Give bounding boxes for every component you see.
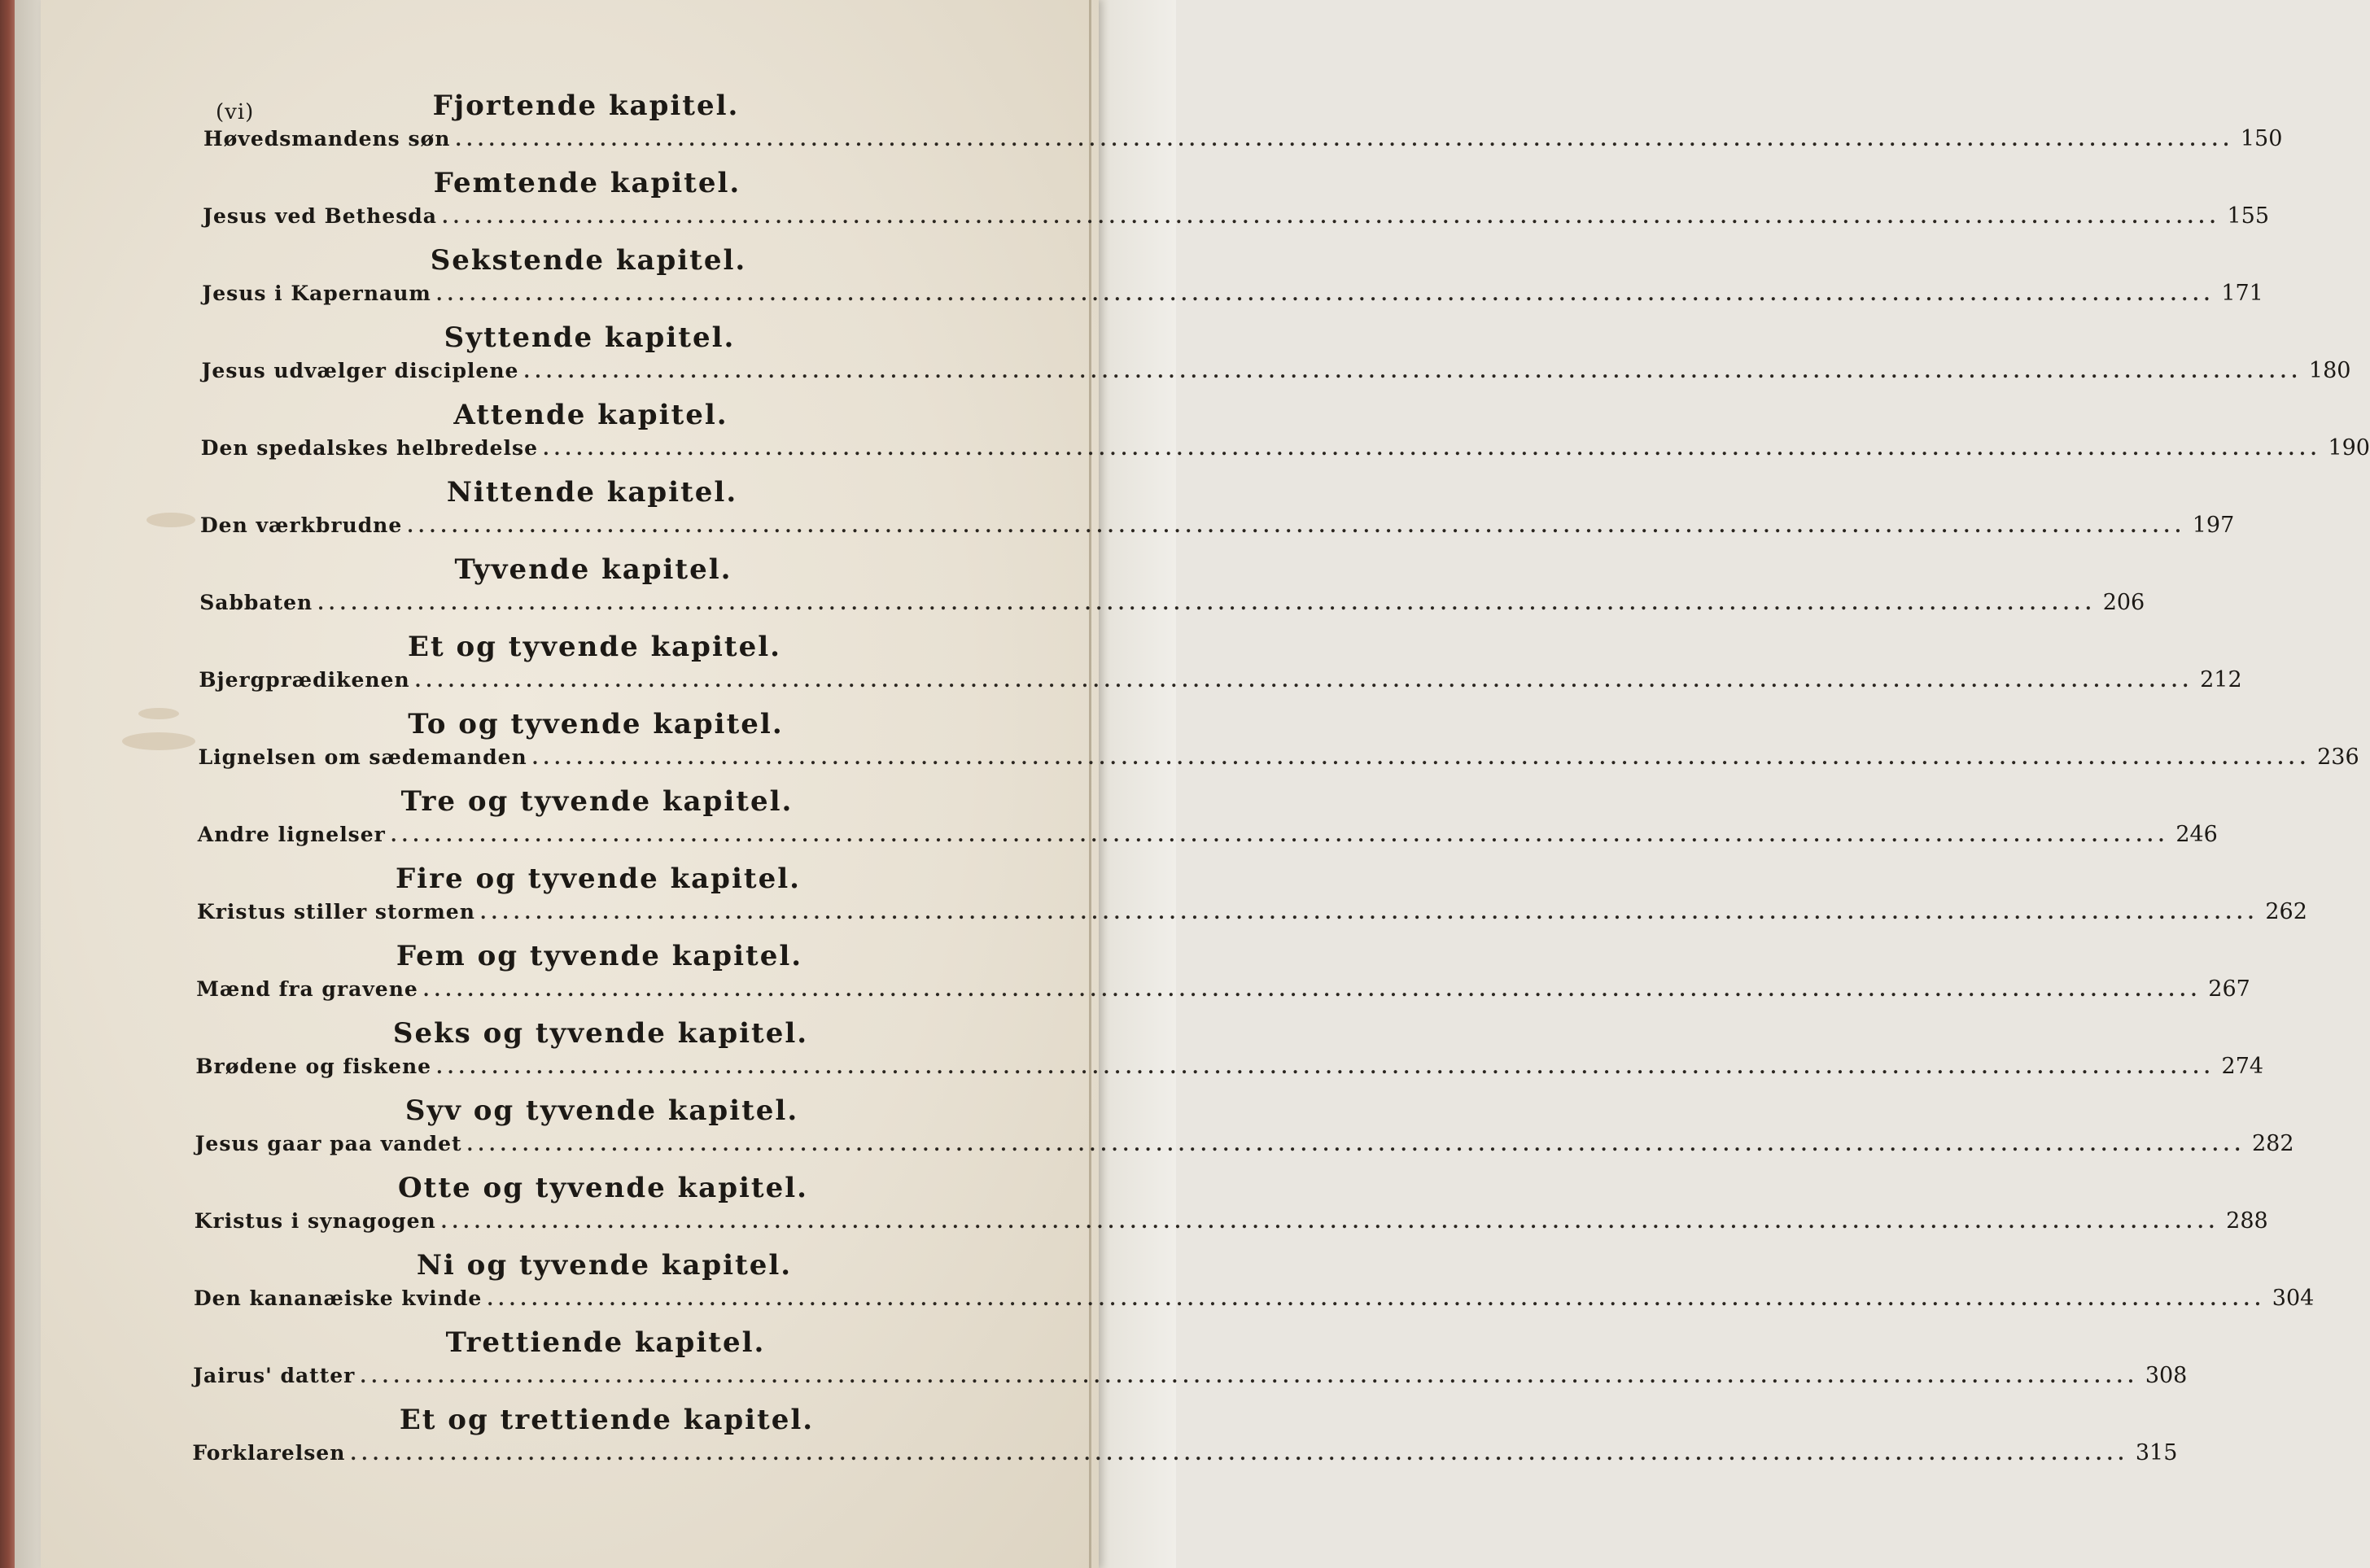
entry-title: Andre lignelser: [197, 823, 386, 846]
toc-entry: [199, 667, 2242, 692]
toc-entry: [201, 358, 2351, 383]
chapter-heading: Syttende kapitel.: [444, 321, 736, 354]
chapter-heading: Et og tyvende kapitel.: [408, 631, 781, 663]
chapter-heading: Sekstende kapitel.: [430, 244, 747, 277]
dot-leader: ................................................................................................................................................................: [390, 825, 2170, 846]
toc-entry: [196, 976, 2250, 1002]
toc-entry: [195, 1131, 2294, 1156]
entry-title: Brødene og fiskene: [195, 1055, 432, 1078]
dot-leader: ................................................................................................................................................................: [455, 129, 2234, 151]
entry-title: Jesus i Kapernaum: [202, 282, 431, 305]
toc-entry: [194, 1208, 2268, 1234]
dot-leader: ................................................................................................................................................................: [440, 1212, 2220, 1233]
chapter-heading: Otte og tyvende kapitel.: [398, 1172, 808, 1204]
entry-page-number: 246: [2175, 822, 2218, 847]
dot-leader: ................................................................................................................................................................: [487, 1289, 2266, 1310]
entry-title: Kristus stiller stormen: [197, 900, 475, 924]
entry-page-number: 180: [2308, 358, 2351, 383]
entry-page-number: 212: [2200, 667, 2242, 692]
chapter-heading: To og tyvende kapitel.: [408, 708, 784, 740]
entry-page-number: 315: [2135, 1440, 2178, 1465]
toc-entry: [199, 590, 2145, 615]
toc-entry: [202, 281, 2263, 306]
dot-leader: ................................................................................................................................................................: [436, 1057, 2215, 1078]
chapter-heading: Femtende kapitel.: [433, 167, 741, 199]
entry-page-number: 267: [2208, 976, 2250, 1002]
chapter-heading: Tyvende kapitel.: [454, 553, 732, 586]
entry-title: Den spedalskes helbredelse: [200, 436, 538, 460]
dot-leader: ................................................................................................................................................................: [360, 1366, 2139, 1387]
entry-title: Lignelsen om sædemanden: [198, 745, 527, 769]
toc-entry: [197, 822, 2218, 847]
dot-leader: ................................................................................................................................................................: [479, 902, 2259, 924]
dot-leader: ................................................................................................................................................................: [317, 593, 2097, 614]
chapter-heading: Seks og tyvende kapitel.: [392, 1017, 809, 1050]
toc-entry: [203, 126, 2283, 151]
entry-page-number: 236: [2317, 745, 2359, 770]
entry-title: Sabbaten: [199, 591, 313, 614]
dot-leader: ................................................................................................................................................................: [442, 207, 2221, 228]
chapter-heading: Ni og tyvende kapitel.: [416, 1249, 793, 1282]
dot-leader: ................................................................................................................................................................: [466, 1134, 2245, 1155]
entry-page-number: 282: [2252, 1131, 2294, 1156]
entry-title: Den kananæiske kvinde: [194, 1286, 483, 1310]
entry-title: Jairus' datter: [193, 1364, 356, 1387]
entry-title: Kristus i synagogen: [194, 1209, 436, 1233]
dot-leader: ................................................................................................................................................................: [350, 1444, 2129, 1465]
toc-entry: [192, 1440, 2178, 1465]
entry-page-number: 206: [2102, 590, 2145, 615]
dot-leader: ................................................................................................................................................................: [407, 516, 2186, 537]
chapter-heading: Nittende kapitel.: [446, 476, 738, 509]
chapter-heading: Attende kapitel.: [453, 399, 728, 431]
chapter-heading: Tre og tyvende kapitel.: [400, 785, 794, 818]
entry-page-number: 262: [2265, 899, 2307, 924]
entry-title: Bjergprædikenen: [199, 668, 410, 692]
toc-entry: [195, 1054, 2264, 1079]
entry-title: Jesus udvælger disciplene: [201, 359, 519, 382]
chapter-heading: Fire og tyvende kapitel.: [396, 863, 801, 895]
entry-page-number: 190: [2328, 435, 2370, 461]
entry-page-number: 155: [2227, 203, 2270, 229]
dot-leader: ................................................................................................................................................................: [435, 284, 2215, 305]
page-folio: (vi): [216, 100, 255, 124]
entry-title: Jesus ved Bethesda: [203, 204, 437, 228]
chapter-heading: Et og trettiende kapitel.: [399, 1404, 815, 1436]
dot-leader: ................................................................................................................................................................: [414, 670, 2194, 692]
entry-page-number: 171: [2221, 281, 2263, 306]
dot-leader: ................................................................................................................................................................: [542, 439, 2322, 460]
toc-entry: [197, 899, 2307, 924]
chapter-heading: Syv og tyvende kapitel.: [404, 1094, 799, 1127]
chapter-heading: Fjortende kapitel.: [432, 90, 740, 122]
entry-page-number: 150: [2240, 126, 2283, 151]
entry-title: Jesus gaar paa vandet: [195, 1132, 462, 1155]
entry-page-number: 274: [2221, 1054, 2264, 1079]
dot-leader: ................................................................................................................................................................: [523, 361, 2302, 382]
dot-leader: ................................................................................................................................................................: [531, 748, 2311, 769]
dot-leader: ................................................................................................................................................................: [422, 980, 2202, 1001]
entry-page-number: 288: [2226, 1208, 2268, 1234]
entry-page-number: 304: [2272, 1286, 2315, 1311]
toc-entry: [194, 1286, 2315, 1311]
entry-title: Mænd fra gravene: [196, 977, 418, 1001]
toc-entry: [200, 435, 2370, 461]
toc-entry: [203, 203, 2270, 229]
entry-page-number: 197: [2192, 513, 2235, 538]
toc-entry: [193, 1363, 2188, 1388]
entry-page-number: 308: [2145, 1363, 2188, 1388]
chapter-heading: Trettiende kapitel.: [445, 1326, 766, 1359]
chapter-heading: Fem og tyvende kapitel.: [396, 940, 803, 972]
toc-entry: [198, 745, 2359, 770]
entry-title: Høvedsmandens søn: [203, 127, 451, 151]
entry-title: Forklarelsen: [192, 1441, 346, 1465]
entry-title: Den værkbrudne: [200, 513, 403, 537]
toc-entry: [200, 513, 2235, 538]
